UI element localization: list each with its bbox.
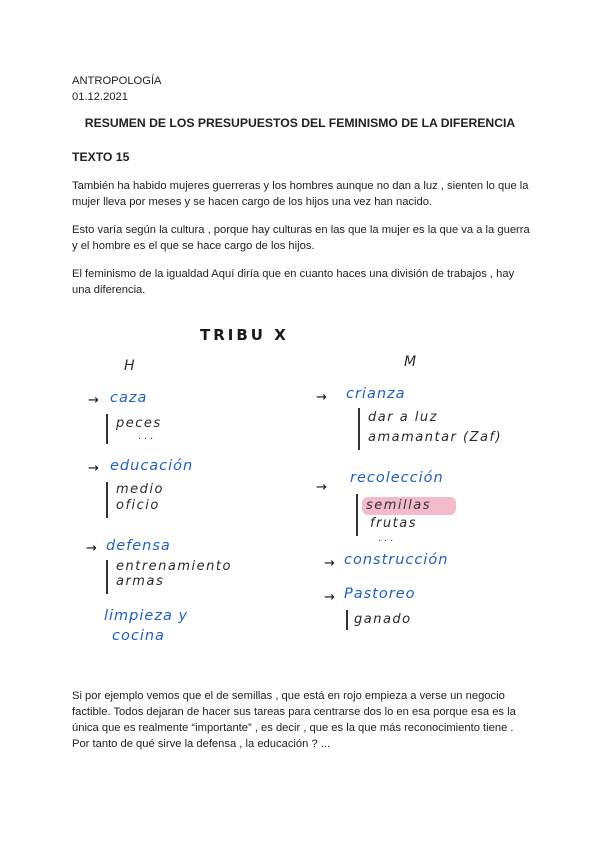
paragraph-1: También ha habido mujeres guerreras y los hombres aunque no dan a luz , sienten lo que la mujer lleva por meses y se hacen cargo de los hijos una vez han nacido. <box>72 180 529 208</box>
arrow-icon: → <box>88 393 99 408</box>
item-oficio: oficio <box>116 498 160 513</box>
handwritten-diagram <box>0 310 600 670</box>
paragraph-2: Esto varía según la cultura , porque hay culturas en las que la mujer es la que va a la guerra y el hombre es el que se hace cargo de los hijos. <box>72 224 530 252</box>
label-construccion: construcción <box>344 552 449 568</box>
item-recoleccion-ellipsis: ... <box>378 532 397 544</box>
column-header-m: M <box>404 354 418 370</box>
arrow-icon: → <box>324 556 335 571</box>
label-crianza: crianza <box>346 386 406 402</box>
bracket-line <box>106 560 108 594</box>
item-caza-ellipsis: ... <box>138 430 157 442</box>
item-peces: peces <box>116 416 162 431</box>
bracket-line <box>346 610 348 630</box>
label-cocina: cocina <box>112 628 165 644</box>
label-caza: caza <box>110 390 148 406</box>
item-armas: armas <box>116 574 165 589</box>
arrow-icon: → <box>86 541 97 556</box>
bracket-line <box>358 408 360 450</box>
section-heading: TEXTO 15 <box>72 150 130 164</box>
arrow-icon: → <box>316 480 327 495</box>
paragraph-4: Si por ejemplo vemos que el de semillas , que está en rojo empieza a verse un negocio factible. Todos dejaran de hacer sus tareas para centrarse dos lo en esa porque esa es la única que es realmente “importante” , es decir , que es la que más reconocimiento tiene . Por tanto de qué sirve la defensa , la educación ? ... <box>72 690 516 750</box>
item-entrenamiento: entrenamiento <box>116 559 232 574</box>
label-pastoreo: Pastoreo <box>344 586 416 602</box>
arrow-icon: → <box>88 461 99 476</box>
subject-line: ANTROPOLOGÍA <box>72 75 162 87</box>
item-amamantar: amamantar (Zaf) <box>368 430 503 445</box>
bracket-line <box>106 414 108 444</box>
date-line: 01.12.2021 <box>72 91 128 103</box>
item-medio: medio <box>116 482 164 497</box>
item-frutas: frutas <box>370 516 417 531</box>
label-recoleccion: recolección <box>350 470 444 486</box>
diagram-title: TRIBU X <box>200 326 289 344</box>
bracket-line <box>356 494 358 536</box>
item-semillas: semillas <box>366 498 432 513</box>
label-limpieza: limpieza y <box>104 608 189 624</box>
bracket-line <box>106 482 108 518</box>
arrow-icon: → <box>316 390 327 405</box>
arrow-icon: → <box>324 590 335 605</box>
item-ganado: ganado <box>354 612 412 627</box>
column-header-h: H <box>124 358 137 374</box>
label-defensa: defensa <box>106 538 171 554</box>
item-dar-a-luz: dar a luz <box>368 410 438 425</box>
label-educacion: educación <box>110 458 194 474</box>
document-title: RESUMEN DE LOS PRESUPUESTOS DEL FEMINISMO DE LA DIFERENCIA <box>84 116 516 130</box>
paragraph-3: El feminismo de la igualdad Aquí diría que en cuanto haces una división de trabajos , hay una diferencia. <box>72 268 515 296</box>
